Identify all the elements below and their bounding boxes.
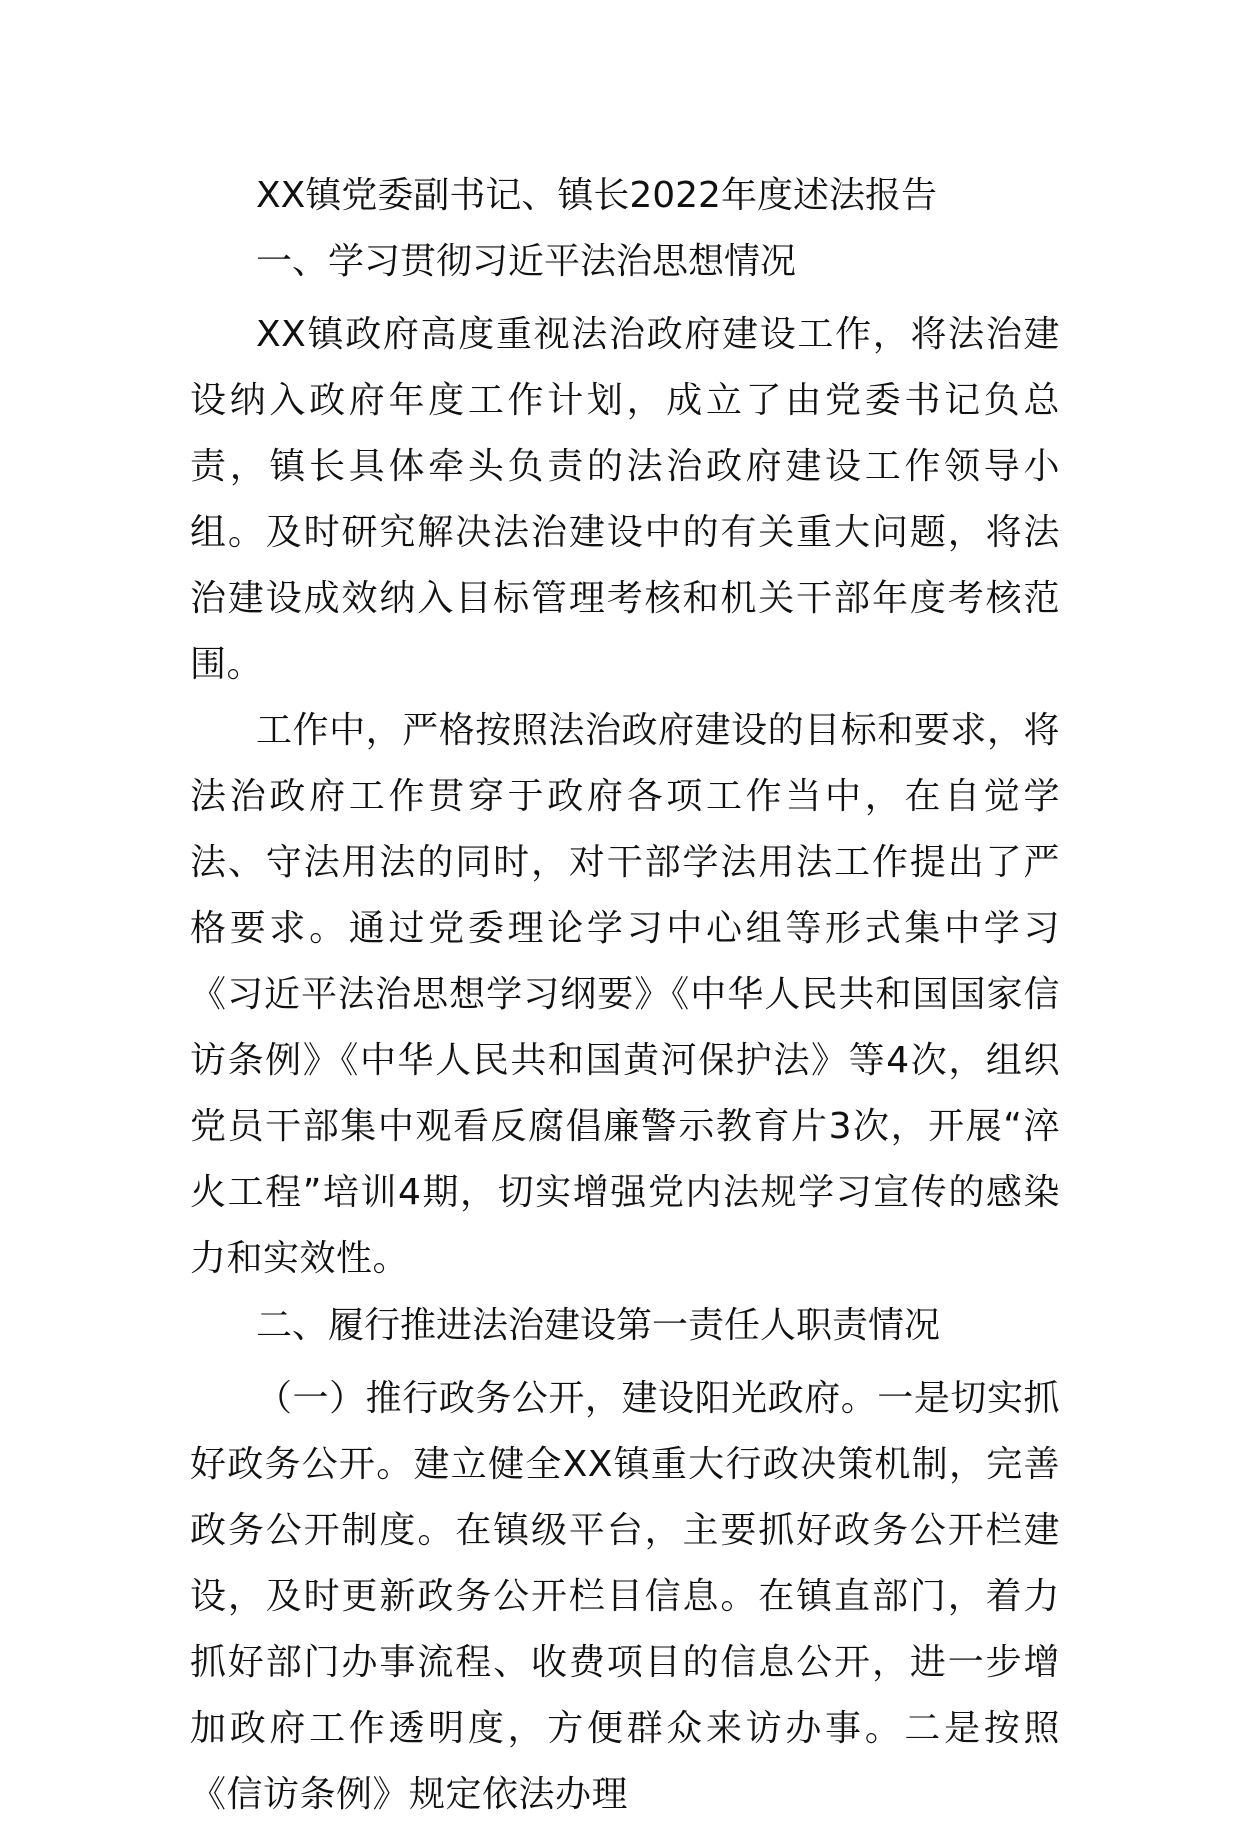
document-title: XX镇党委副书记、镇长2022年度述法报告	[256, 175, 937, 216]
paragraph-3: （一）推行政务公开，建设阳光政府。一是切实抓好政务公开。建立健全XX镇重大行政决策机制，完善政务公开制度。在镇级平台，主要抓好政务公开栏建设，及时更新政务公开栏目信息。在镇直部门，着力抓好部门办事流程、收费项目的信息公开，进一步增加政府工作透明度，方便群众来访办事。二是按照《信访条例》规定依法办理	[190, 1378, 1060, 1815]
paragraph-2: 工作中，严格按照法治政府建设的目标和要求，将法治政府工作贯穿于政府各项工作当中，在自觉学法、守法用法的同时，对干部学法用法工作提出了严格要求。通过党委理论学习中心组等形式集中学习《习近平法治思想学习纲要》《中华人民共和国国家信访条例》《中华人民共和国黄河保护法》等4次，组织党员干部集中观看反腐倡廉警示教育片3次，开展“淬火工程”培训4期，切实增强党内法规学习宣传的感染力和实效性。	[190, 710, 1060, 1279]
document-page	[190, 170, 1060, 1828]
section-heading-1: 一、学习贯彻习近平法治思想情况	[256, 241, 797, 282]
section-heading-2: 二、履行推进法治建设第一责任人职责情况	[256, 1305, 941, 1346]
paragraph-1: XX镇政府高度重视法治政府建设工作，将法治建设纳入政府年度工作计划，成立了由党委书记负总责，镇长具体牵头负责的法治政府建设工作领导小组。及时研究解决法治建设中的有关重大问题，将法治建设成效纳入目标管理考核和机关干部年度考核范围。	[190, 314, 1060, 685]
